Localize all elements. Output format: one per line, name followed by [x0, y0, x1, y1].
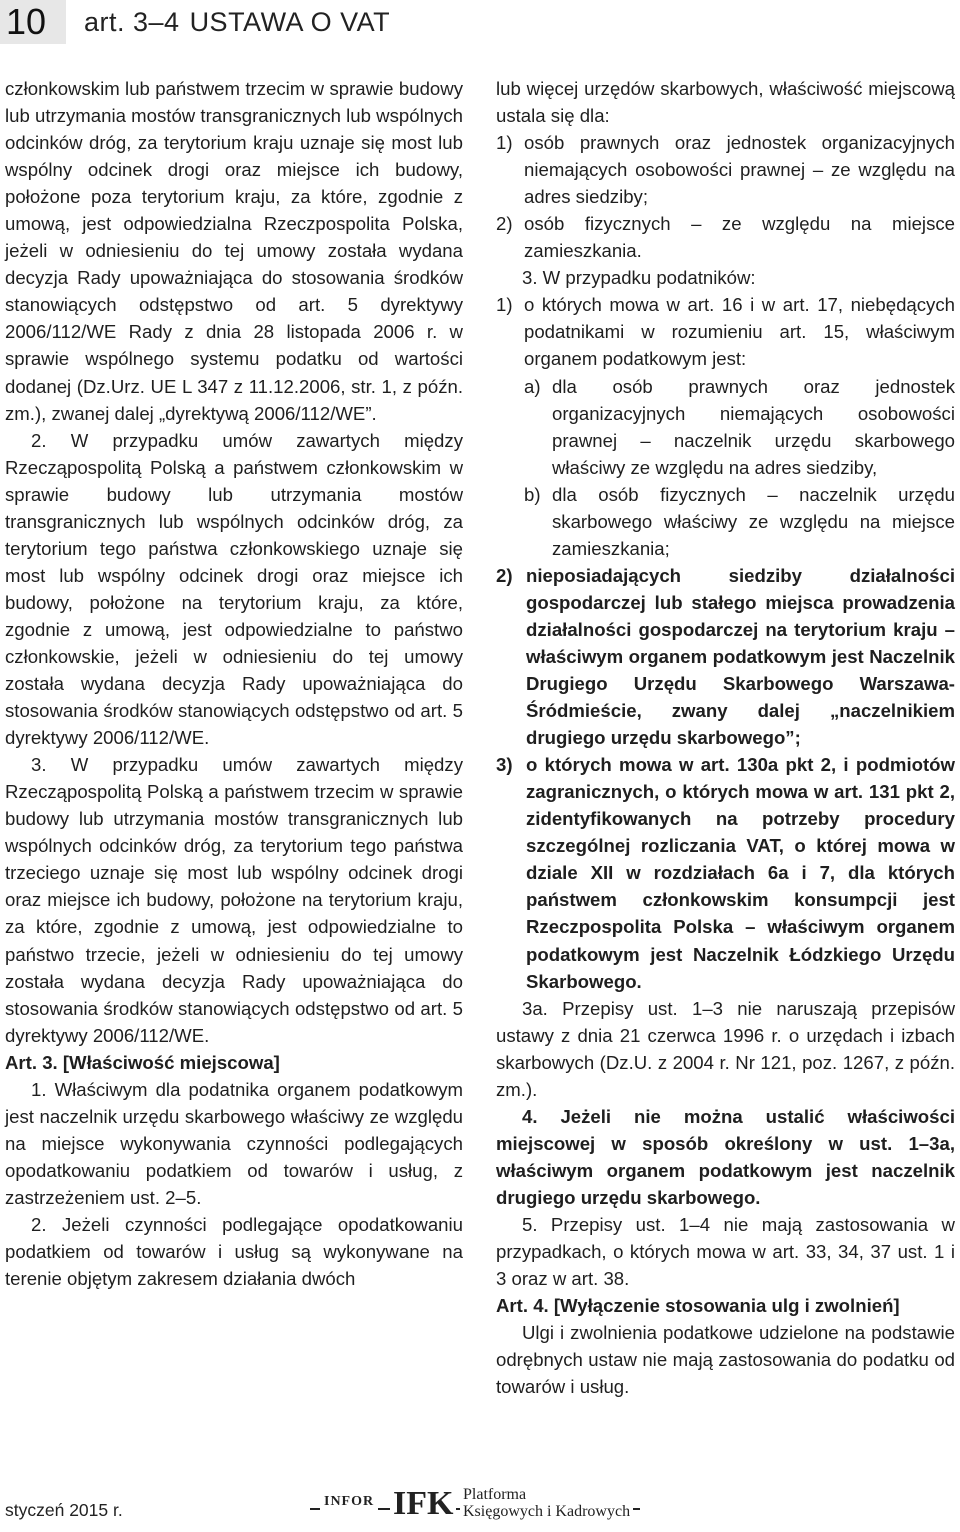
list-item-text: o których mowa w art. 16 i w art. 17, niebędących podatnikami w rozumieniu art. 15, właściwym organem podatkowym jest: [524, 294, 955, 370]
left-column [5, 75, 463, 1292]
list-item-text: dla osób fizycznych – naczelnik urzędu skarbowego właściwy ze względu na miejsce zamieszkania; [552, 483, 955, 559]
list-item-text: osób fizycznych – ze względu na miejsce zamieszkania. [524, 213, 955, 262]
list-item-text: nieposiadających siedziby działalności gospodarczej lub stałego miejsca prowadzenia działalności gospodarczej na terytorium kraju – właściwym organem podatkowym jest Naczelnik Drugiego Urzędu Skarbowego Warszawa-Śródmieście, zwany dalej „naczelnikiem drugiego urzędu skarbowego”; [526, 564, 955, 749]
footer-date: styczeń 2015 r. [5, 1500, 123, 1520]
running-head [84, 2, 390, 42]
list-item [496, 210, 955, 264]
logo-line-2: Księgowych i Kadrowych [463, 1503, 631, 1520]
paragraph: 3. W przypadku podatników: [522, 267, 756, 289]
paragraph: 2. Jeżeli czynności podlegające opodatkowaniu podatkiem od towarów i usług są wykonywane na terenie objętym zakresem działania dwóch [5, 1213, 463, 1290]
list-item-number: 2) [496, 564, 513, 586]
paragraph: 2. W przypadku umów zawartych między Rzecząpospolitą Polską a państwem członkowskim w sprawie budowy lub utrzymania mostów transgranicznych lub wspólnych odcinków dróg, za terytorium tego państwa członkowskiego uznaje się most lub wspólny odcinek drogi oraz miejsce ich budowy, położone na terytorium kraju, za które, zgodnie z umową, jest odpowiedzialne to państwo członkowskie, jeżeli w odniesieniu do tej umowy została wydana decyzja Rady upoważniająca do stosowania środków stanowiących odstępstwo od art. 5 dyrektywy 2006/112/WE. [5, 429, 463, 749]
list-item-number: 1) [496, 294, 513, 316]
list-item-number: 1) [496, 132, 513, 154]
list-item-letter: b) [524, 483, 541, 505]
paragraph: 3. W przypadku umów zawartych między Rzecząpospolitą Polską a państwem trzecim w sprawie budowy lub utrzymania mostów transgranicznych lub wspólnych odcinków dróg, za terytorium tego państwa trzeciego uznaje się most lub wspólny odcinek drogi oraz miejsce ich budowy, położone na terytorium kraju, za które, zgodnie z umową, jest odpowiedzialne to państwo trzecie, jeżeli w odniesieniu do tej umowy została wydana decyzja Rady upoważniająca do stosowania środków stanowiących odstępstwo od art. 5 dyrektywy 2006/112/WE. [5, 754, 463, 1046]
list-item-text: o których mowa w art. 130a pkt 2, i podmiotów zagranicznych, o których mowa w art. 131 pkt 2, zidentyfikowanych na potrzeby procedury szczególnej rozliczania VAT, o której mowa w dziale XII w rozdziałach 6a i 7, dla których państwem członkowskim konsumpcji jest Rzeczpospolita Polska – właściwym organem podatkowym jest Naczelnik Łódzkiego Urzędu Skarbowego. [526, 754, 955, 992]
paragraph: 5. Przepisy ust. 1–4 nie mają zastosowania w przypadkach, o których mowa w art. 33, 34, 37 ust. 1 i 3 oraz w art. 38. [496, 1213, 955, 1290]
article-reference: art. 3–4 [84, 7, 180, 37]
paragraph: 1. Właściwym dla podatnika organem podatkowym jest naczelnik urzędu skarbowego właściwy ze względu na miejsce wykonywania czynności podlegających opodatkowaniu podatkiem od towarów i usług, z zastrzeżeniem ust. 2–5. [5, 1078, 463, 1208]
logo-platform-text [460, 1486, 633, 1520]
sub-list-item [496, 481, 955, 562]
act-title: USTAWA O VAT [189, 7, 391, 37]
list-item-number: 2) [496, 213, 513, 235]
article-heading: Art. 3. [Właściwość miejscowa] [5, 1051, 280, 1073]
publisher-logo [310, 1486, 640, 1526]
logo-line-1: Platforma [463, 1486, 527, 1503]
article-heading: Art. 4. [Wyłączenie stosowania ulg i zwolnień] [496, 1295, 900, 1317]
right-column [496, 75, 955, 1400]
paragraph: 4. Jeżeli nie można ustalić właściwości miejscowej w sposób określony w ust. 1–3a, właściwym organem podatkowym jest naczelnik drugiego urzędu skarbowego. [496, 1105, 955, 1208]
list-item [496, 291, 955, 372]
page-footer [0, 1486, 960, 1532]
list-item [496, 751, 955, 994]
paragraph: Ulgi i zwolnienia podatkowe udzielone na podstawie odrębnych ustaw nie mają zastosowania do podatku od towarów i usług. [496, 1322, 955, 1398]
list-item-letter: a) [524, 375, 541, 397]
paragraph: 3a. Przepisy ust. 1–3 nie naruszają przepisów ustawy z dnia 21 czerwca 1996 r. o urzędach i izbach skarbowych (Dz.U. z 2004 r. Nr 121, poz. 1267, z późn. zm.). [496, 997, 955, 1100]
list-item-text: osób prawnych oraz jednostek organizacyjnych niemających osobowości prawnej – ze względu na adres siedziby; [524, 132, 955, 208]
paragraph: lub więcej urzędów skarbowych, właściwość miejscową ustala się dla: [496, 78, 955, 127]
logo-ifk: IFK [390, 1484, 456, 1524]
list-item [496, 562, 955, 751]
page-header [0, 0, 960, 44]
page-number: 10 [0, 0, 66, 44]
list-item [496, 129, 955, 210]
paragraph: członkowskim lub państwem trzecim w sprawie budowy lub utrzymania mostów transgranicznych lub wspólnych odcinków dróg, za terytorium kraju uznaje się most lub wspólny odcinek drogi oraz miejsce ich budowy, położone poza terytorium kraju, za które, zgodnie z umową, jest odpowiedzialna Rzeczpospolita Polska, jeżeli w odniesieniu do tej umowy została wydana decyzja Rady upoważniająca do stosowania środków stanowiących odstępstwo od art. 5 dyrektywy 2006/112/WE Rady z dnia 28 listopada 2006 r. w sprawie wspólnego systemu podatku od wartości dodanej (Dz.Urz. UE L 347 z 11.12.2006, str. 1, z późn. zm.), zwanej dalej „dyrektywą 2006/112/WE”. [5, 78, 463, 424]
list-item-text: dla osób prawnych oraz jednostek organizacyjnych niemających osobowości prawnej – naczelnik urzędu skarbowego właściwy ze względu na adres siedziby, [552, 375, 955, 478]
sub-list-item [496, 373, 955, 481]
list-item-number: 3) [496, 754, 513, 776]
logo-infor: INFOR [320, 1494, 378, 1510]
